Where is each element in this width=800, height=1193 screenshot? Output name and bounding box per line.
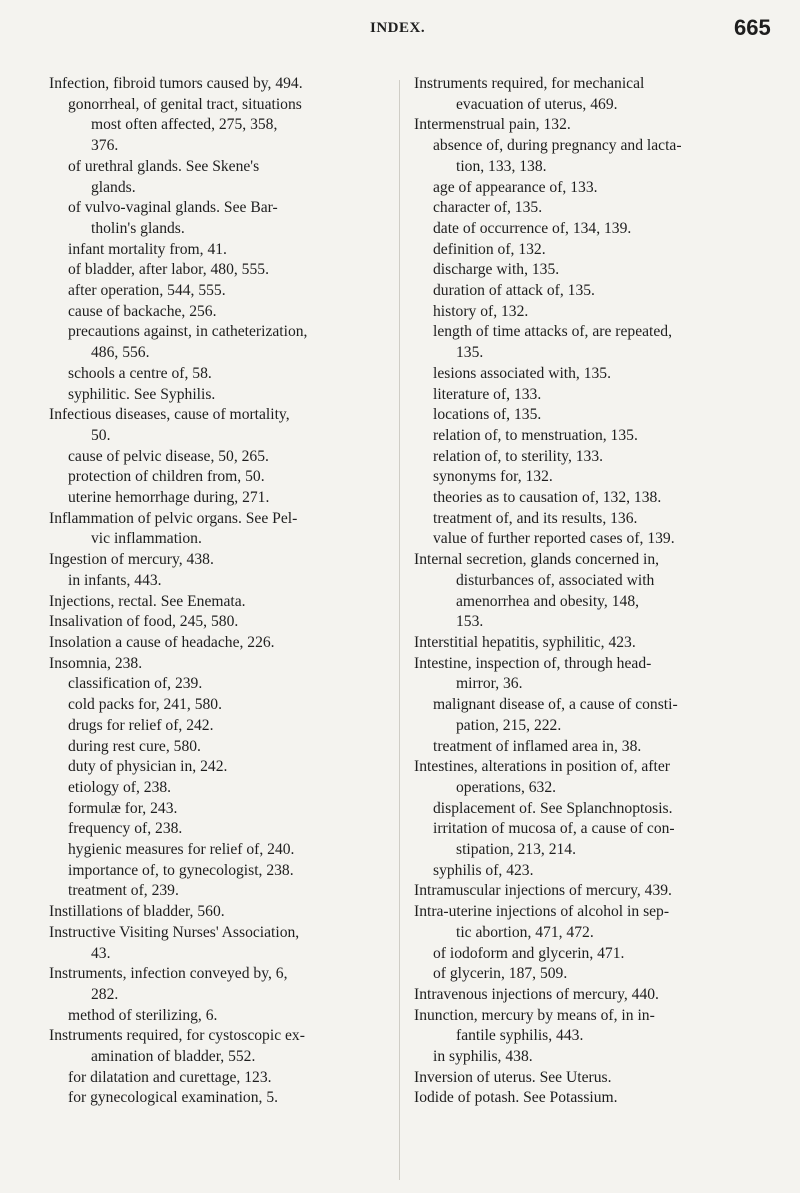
index-entry: Inflammation of pelvic organs. See Pel- xyxy=(49,509,298,527)
index-entry: Intravenous injections of mercury, 440. xyxy=(414,985,659,1003)
index-subentry: discharge with, 135. xyxy=(433,261,560,279)
index-continuation: 282. xyxy=(91,985,119,1003)
index-subentry: locations of, 135. xyxy=(433,406,542,424)
index-subentry: literature of, 133. xyxy=(433,385,542,403)
index-continuation: 486, 556. xyxy=(91,344,150,362)
index-entry: Intra-uterine injections of alcohol in sep- xyxy=(414,903,670,921)
index-subentry: importance of, to gynecologist, 238. xyxy=(68,861,294,879)
index-subentry: infant mortality from, 41. xyxy=(68,240,227,258)
index-subentry: value of further reported cases of, 139. xyxy=(433,530,675,548)
index-subentry: etiology of, 238. xyxy=(68,778,172,796)
index-subentry: displacement of. See Splanchnoptosis. xyxy=(433,799,673,817)
index-subentry: treatment of, 239. xyxy=(68,882,179,900)
index-subentry: in syphilis, 438. xyxy=(433,1048,533,1066)
index-continuation: glands. xyxy=(91,178,136,196)
index-subentry: malignant disease of, a cause of consti- xyxy=(433,696,678,714)
index-subentry: cold packs for, 241, 580. xyxy=(68,696,222,714)
column-divider xyxy=(399,80,400,1180)
index-subentry: of vulvo-vaginal glands. See Bar- xyxy=(68,199,278,217)
index-entry: Infectious diseases, cause of mortality, xyxy=(49,406,290,424)
index-continuation: pation, 215, 222. xyxy=(456,716,562,734)
index-subentry: theories as to causation of, 132, 138. xyxy=(433,489,662,507)
index-subentry: of urethral glands. See Skene's xyxy=(68,157,260,175)
index-subentry: relation of, to menstruation, 135. xyxy=(433,426,638,444)
index-subentry: syphilitic. See Syphilis. xyxy=(68,385,216,403)
index-continuation: vic inflammation. xyxy=(91,530,202,548)
index-entry: Instruments, infection conveyed by, 6, xyxy=(49,965,288,983)
index-continuation: tholin's glands. xyxy=(91,219,185,237)
index-continuation: tion, 133, 138. xyxy=(456,157,547,175)
index-entry: Inunction, mercury by means of, in in- xyxy=(414,1006,655,1024)
index-entry: Infection, fibroid tumors caused by, 494. xyxy=(49,75,303,92)
page-header xyxy=(0,15,800,50)
index-subentry: of iodoform and glycerin, 471. xyxy=(433,944,625,962)
index-continuation: stipation, 213, 214. xyxy=(456,841,576,859)
index-entry: Internal secretion, glands concerned in, xyxy=(414,551,660,569)
index-entry: Interstitial hepatitis, syphilitic, 423. xyxy=(414,633,636,651)
index-continuation: 376. xyxy=(91,137,119,155)
index-subentry: cause of backache, 256. xyxy=(68,302,217,320)
index-subentry: schools a centre of, 58. xyxy=(68,364,212,382)
index-subentry: date of occurrence of, 134, 139. xyxy=(433,219,632,237)
index-subentry: treatment of inflamed area in, 38. xyxy=(433,737,642,755)
index-continuation: evacuation of uterus, 469. xyxy=(456,95,618,113)
index-continuation: 153. xyxy=(456,613,484,631)
index-subentry: length of time attacks of, are repeated, xyxy=(433,323,672,341)
index-subentry: duty of physician in, 242. xyxy=(68,758,228,776)
index-subentry: age of appearance of, 133. xyxy=(433,178,598,196)
index-subentry: formulæ for, 243. xyxy=(68,799,178,817)
index-subentry: syphilis of, 423. xyxy=(433,861,534,879)
index-subentry: for dilatation and curettage, 123. xyxy=(68,1068,272,1086)
index-column-left xyxy=(49,74,386,1109)
index-subentry: history of, 132. xyxy=(433,302,529,320)
index-subentry: drugs for relief of, 242. xyxy=(68,716,214,734)
index-entry: Insomnia, 238. xyxy=(49,654,143,672)
index-entry: Iodide of potash. See Potassium. xyxy=(414,1089,618,1107)
index-subentry: hygienic measures for relief of, 240. xyxy=(68,841,295,859)
index-continuation: amenorrhea and obesity, 148, xyxy=(456,592,640,610)
index-subentry: uterine hemorrhage during, 271. xyxy=(68,489,270,507)
index-continuation: fantile syphilis, 443. xyxy=(456,1027,584,1045)
index-entry: Insolation a cause of headache, 226. xyxy=(49,633,275,651)
index-subentry: classification of, 239. xyxy=(68,675,203,693)
index-subentry: method of sterilizing, 6. xyxy=(68,1006,218,1024)
index-entry: Inversion of uterus. See Uterus. xyxy=(414,1068,612,1086)
index-subentry: for gynecological examination, 5. xyxy=(68,1089,279,1107)
index-subentry: of glycerin, 187, 509. xyxy=(433,965,568,983)
index-continuation: disturbances of, associated with xyxy=(456,571,655,589)
index-entry: Insalivation of food, 245, 580. xyxy=(49,613,239,631)
index-subentry: duration of attack of, 135. xyxy=(433,282,595,300)
page-number: 665 xyxy=(734,15,771,40)
index-subentry: lesions associated with, 135. xyxy=(433,364,612,382)
index-entry: Instructive Visiting Nurses' Association, xyxy=(49,923,300,941)
index-continuation: operations, 632. xyxy=(456,778,557,796)
index-subentry: of bladder, after labor, 480, 555. xyxy=(68,261,269,279)
index-subentry: relation of, to sterility, 133. xyxy=(433,447,604,465)
index-subentry: protection of children from, 50. xyxy=(68,468,265,486)
index-entry: Intermenstrual pain, 132. xyxy=(414,116,571,134)
index-subentry: during rest cure, 580. xyxy=(68,737,201,755)
index-subentry: character of, 135. xyxy=(433,199,543,217)
index-entry: Instruments required, for mechanical xyxy=(414,75,645,92)
index-subentry: cause of pelvic disease, 50, 265. xyxy=(68,447,269,465)
index-column-right xyxy=(414,74,764,1109)
index-entry: Instillations of bladder, 560. xyxy=(49,903,225,921)
running-head: INDEX. xyxy=(370,20,426,36)
index-continuation: 50. xyxy=(91,426,111,444)
index-subentry: definition of, 132. xyxy=(433,240,546,258)
index-subentry: synonyms for, 132. xyxy=(433,468,553,486)
index-entry: Intestine, inspection of, through head- xyxy=(414,654,652,672)
index-entry: Ingestion of mercury, 438. xyxy=(49,551,214,569)
index-subentry: irritation of mucosa of, a cause of con- xyxy=(433,820,675,838)
index-subentry: in infants, 443. xyxy=(68,571,162,589)
index-entry: Intestines, alterations in position of, after xyxy=(414,758,670,776)
index-subentry: gonorrheal, of genital tract, situations xyxy=(68,95,302,113)
index-entry: Instruments required, for cystoscopic ex- xyxy=(49,1027,305,1045)
index-continuation: tic abortion, 471, 472. xyxy=(456,923,594,941)
index-entry: Injections, rectal. See Enemata. xyxy=(49,592,246,610)
index-entry: Intramuscular injections of mercury, 439. xyxy=(414,882,672,900)
index-subentry: after operation, 544, 555. xyxy=(68,282,226,300)
index-subentry: absence of, during pregnancy and lacta- xyxy=(433,137,682,155)
index-subentry: frequency of, 238. xyxy=(68,820,183,838)
index-continuation: 43. xyxy=(91,944,111,962)
index-continuation: mirror, 36. xyxy=(456,675,523,693)
index-continuation: 135. xyxy=(456,344,484,362)
index-subentry: precautions against, in catheterization, xyxy=(68,323,308,341)
index-continuation: most often affected, 275, 358, xyxy=(91,116,278,134)
index-continuation: amination of bladder, 552. xyxy=(91,1048,256,1066)
index-subentry: treatment of, and its results, 136. xyxy=(433,509,638,527)
